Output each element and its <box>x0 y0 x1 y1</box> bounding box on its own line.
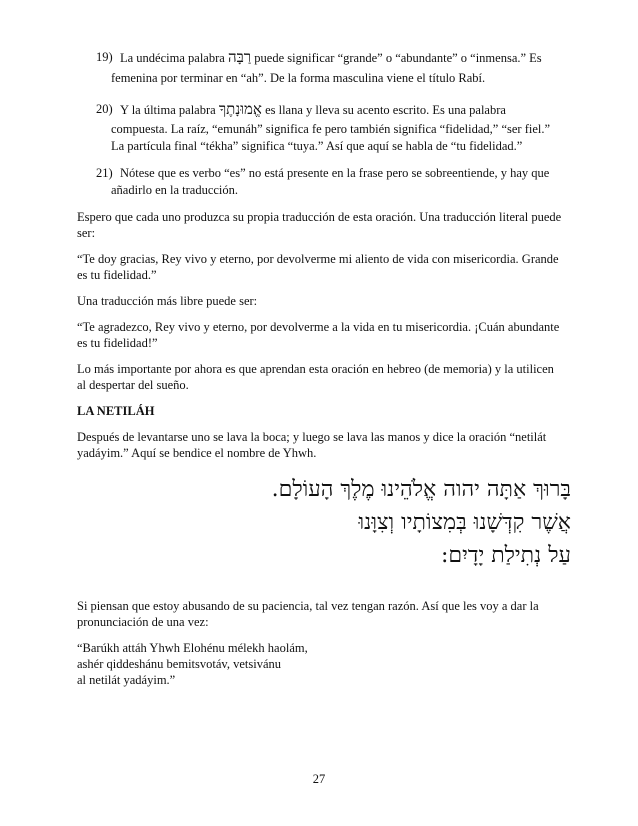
note-19-line2: femenina por terminar en “ah”. De la forma masculina viene el título Rabí. <box>111 71 486 85</box>
transliteration-line2: ashér qiddeshánu bemitsvotáv, vetsivánu <box>77 657 282 671</box>
note-21-line2: añadirlo en la traducción. <box>111 183 239 197</box>
paragraph-2-line2: es tu fidelidad.” <box>77 268 157 282</box>
note-21-line1: Nótese que es verbo “es” no está presente en la frase pero se sobreentiende, y hay que <box>120 166 550 180</box>
paragraph-4-line2: es tu fidelidad!” <box>77 336 158 350</box>
paragraph-7-line2: pronunciación de una vez: <box>77 615 209 629</box>
note-19-number: 19) <box>96 50 113 64</box>
section-heading: LA NETILÁH <box>77 404 155 418</box>
paragraph-4-line1: “Te agradezco, Rey vivo y eterno, por devolverme a la vida en tu misericordia. ¡Cuán abundante <box>77 320 560 334</box>
note-20-line1: Y la última palabra אֱמוּנָתֶךָ es llana y lleva su acento escrito. Es una palabra <box>120 100 506 118</box>
paragraph-5-line1: Lo más importante por ahora es que aprendan esta oración en hebreo (de memoria) y la utilicen <box>77 362 554 376</box>
paragraph-5-line2: al despertar del sueño. <box>77 378 189 392</box>
hebrew-prayer-line3: עַל נְתִילַת יָדָיִם: <box>440 543 571 568</box>
note-20-number: 20) <box>96 102 113 116</box>
transliteration-line3: al netilát yadáyim.” <box>77 673 176 687</box>
paragraph-2-line1: “Te doy gracias, Rey vivo y eterno, por devolverme mi aliento de vida con misericordia. Grande <box>77 252 559 266</box>
transliteration-line1: “Barúkh attáh Yhwh Elohénu mélekh haolám, <box>77 641 308 655</box>
hebrew-word-emunatekha: אֱמוּנָתֶךָ <box>218 100 262 118</box>
paragraph-6-line2: yadáyim.” Aquí se bendice el nombre de Yhwh. <box>77 446 317 460</box>
paragraph-1-line1: Espero que cada uno produzca su propia traducción de esta oración. Una traducción literal puede <box>77 210 562 224</box>
note-19-line1: La undécima palabra רַבָּה puede significar “grande” o “abundante” o “inmensa.” Es <box>120 48 542 66</box>
paragraph-7-line1: Si piensan que estoy abusando de su paciencia, tal vez tengan razón. Así que les voy a dar la <box>77 599 539 613</box>
paragraph-3: Una traducción más libre puede ser: <box>77 294 258 308</box>
note-21-number: 21) <box>96 166 113 180</box>
page-number: 27 <box>312 772 326 786</box>
hebrew-prayer-line2: אֲשֶׁר קִדְּשָׁנוּ בְּמִצוֹתָיו וְצִוָּנוּ <box>358 510 571 535</box>
note-20-line3: La partícula final “tékha” significa “tuya.” Así que aquí se habla de “tu fidelidad.” <box>111 139 523 153</box>
hebrew-prayer-line1: בָּרוּךְ אַתָּה יהוה אֱלֹהֵינוּ מֶלֶךְ הָעוֹלָם. <box>271 477 571 502</box>
paragraph-1-line2: ser: <box>77 226 96 240</box>
hebrew-word-rabbah: רַבָּה <box>227 48 252 66</box>
paragraph-6-line1: Después de levantarse uno se lava la boca; y luego se lava las manos y dice la oración “netilát <box>77 430 547 444</box>
note-20-line2: compuesta. La raíz, “emunáh” significa fe pero también significa “fidelidad,” “ser fiel.” <box>111 122 551 136</box>
